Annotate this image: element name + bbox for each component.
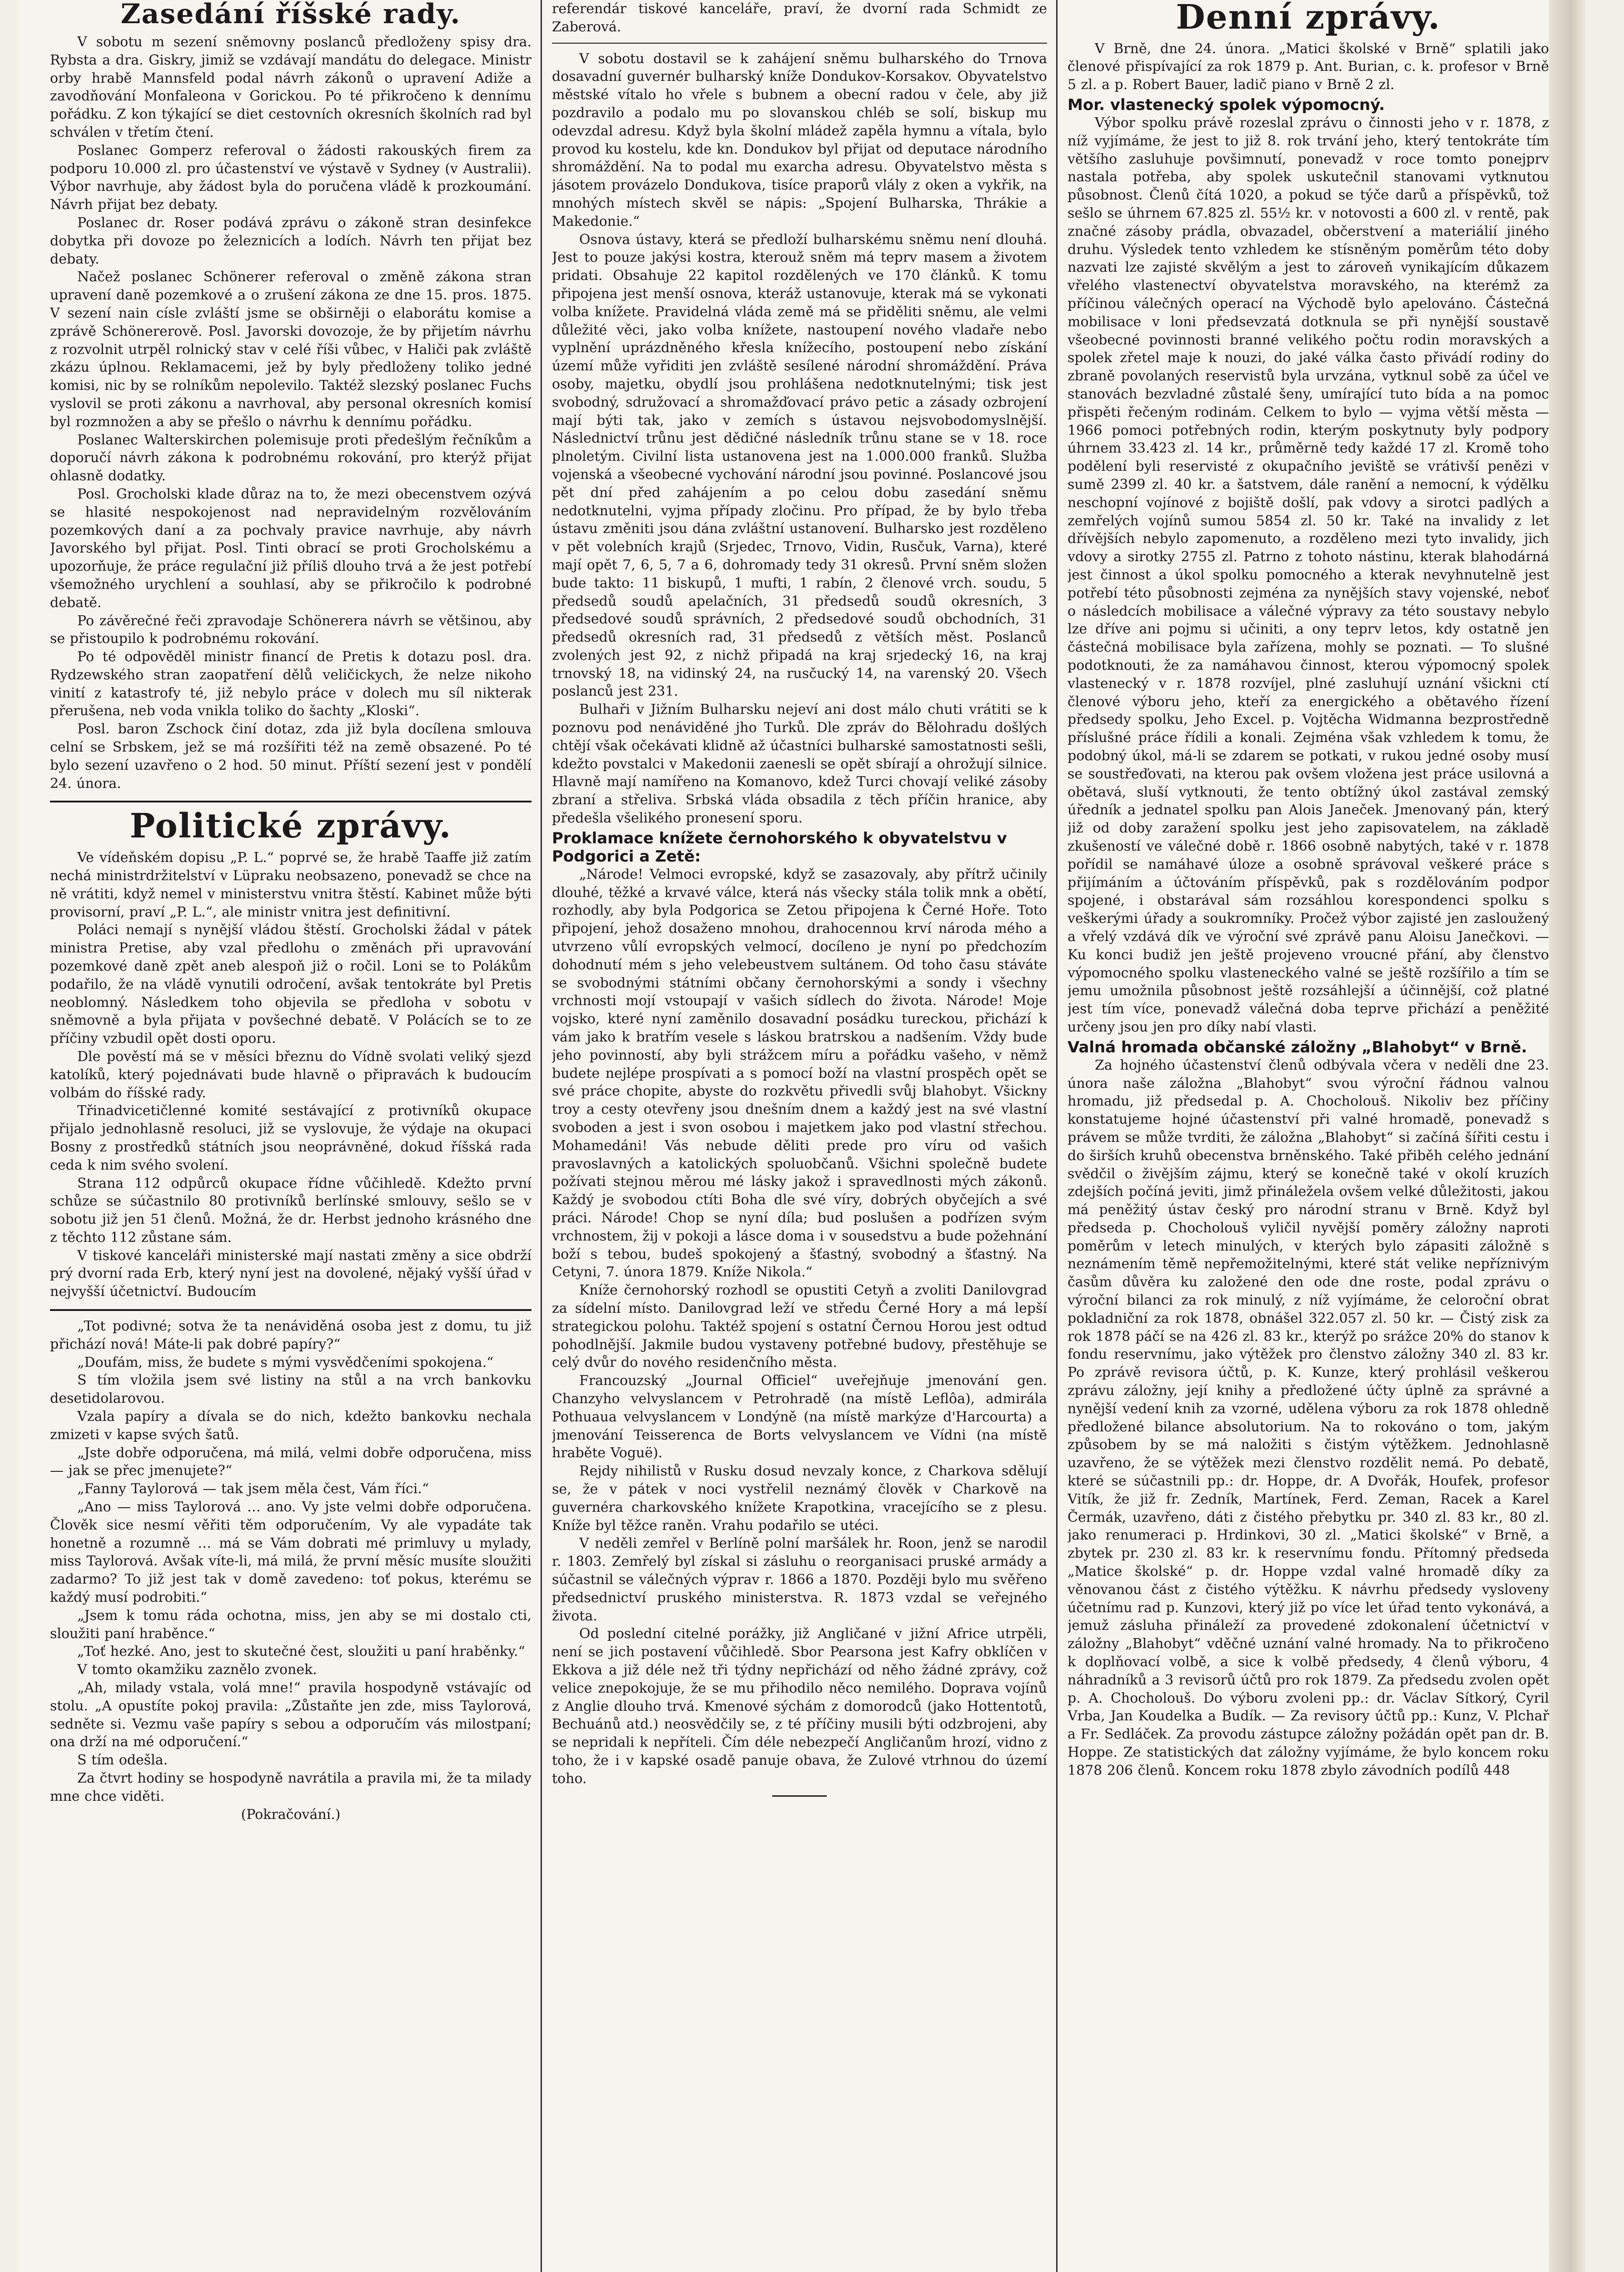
article-paragraph: V neděli zemřel v Berlíně polní maršálek hr. Roon, jenž se narodil r. 1803. Zemřelý byl získal si zásluhu o reorganisaci pruské armády a súčastnil se válečných výprav r. 1866 a 1870. Později bylo mu svěřeno předsednictví pruského ministerstva. R. 1873 vzdal se veřejného života. xyxy=(552,1535,1047,1624)
column-rule xyxy=(541,0,542,2272)
section-title-daily: Denní zprávy. xyxy=(1176,0,1441,37)
article-paragraph: Bulhaři v Jižním Bulharsku nejeví ani dost málo chuti vrátiti se k poznovu pod nenáviděné jho Turků. Dle zpráv do Bělohradu došlých chtějí však očekávati klidně až účastníci bulharské samostatnosti sešli, kdežto povstalci v Makedonii zaenesli se opět sbírají a ohrožují silnice. Hlavně mají namířeno na Komanovo, kdež Turci chovají veliké zásoby zbraní a střeliva. Srbská vláda obsadila z těch příčin hranice, aby předešla všelikého pronesení sporu. xyxy=(552,702,1047,827)
feuilleton-paragraph: „Ano — miss Taylorová … ano. Vy jste velmi dobře odporučena. Člověk sice nesmí věřiti těm odporučením, Vy ale vypadáte tak honetně a rozumně … má se Vám dobrati mé primluvy u mylady, miss Taylorová. Avšak víte-li, má milá, že první měsíc musíte sloužiti zadarmo? To již jest tak v domě zavedeno: toť pokus, kterému se každý musí podrobiti.“ xyxy=(50,1499,531,1606)
section-title-reichsrat: Zasedání říšské rady. xyxy=(120,0,461,30)
feuilleton-paragraph: Vzala papíry a dívala se do nich, kdežto bankovku nechala zmizeti v kapse svých šatů. xyxy=(50,1409,531,1443)
feuilleton-paragraph: „Fanny Taylorová — tak jsem měla čest, Vám říci.“ xyxy=(77,1481,429,1497)
article-paragraph: Posl. baron Zschock činí dotaz, zda již byla docílena smlouva celní se Srbskem, jež se má rozšířiti též na země obsazené. Po té bylo sezení uzavřeno o 2 hod. 50 minut. Příští sezení jest v pondělí 24. února. xyxy=(50,721,531,792)
article-paragraph: V Brně, dne 24. února. „Matici školské v Brně“ splatili jako členové přispívající za rok 1879 p. Ant. Burian, c. k. profesor v Brně 5 zl. a p. Robert Bauer, ladič piano v Brně 2 zl. xyxy=(1068,40,1549,93)
article-divider xyxy=(552,43,1047,44)
article-paragraph: Dle pověstí má se v měsíci březnu do Vídně svolati veliký sjezd katolíků, který pojednávati bude hlavně o připravách k budoucím volbám do říšské rady. xyxy=(50,1048,531,1101)
article-paragraph: Třinadvicetičlenné komité sestávající z protivníků okupace přijalo jednohlasně resoluci, již se vyslovuje, že výdaje na okupaci Bosny z prostředků státních jsou neoprávněné, dokud říšská rada ceda k nim svého svolení. xyxy=(50,1103,531,1173)
feuilleton-paragraph: „Toť hezké. Ano, jest to skutečné čest, sloužiti u paní hraběnky.“ xyxy=(77,1644,525,1660)
article-paragraph: Po té odpověděl ministr financí de Pretis k dotazu posl. dra. Rydzewského stran zaopatření dělů veličickych, že nelze nikoho vinití z katastrofy té, již nebylo práce v dolech mu síl nikterak přerušena, neb voda vnikla toliko do šachty „Kloski“. xyxy=(50,649,531,719)
article-paragraph: Posl. Grocholski klade důraz na to, že mezi obecenstvem ozývá se hlasité nespokojenost nad nepravidelným rozvělováním pozemkových daní a za pochvaly pravice navrhuje, aby návrh Javorského byl přijat. Posl. Tinti obrací se proti Grocholskému a upozorňuje, že práce regulační již příliš dlouho trvá a že jest potřebí všemožného urychlení a souhlasí, aby se přikročilo k podrobné debatě. xyxy=(50,486,531,611)
article-paragraph: Ve vídeňském dopisu „P. L.“ poprvé se, že hrabě Taaffe již zatím nechá ministrdržitelství v Lüpraku neobsazeno, ponevadž se chce na ně vrátiti, když nemel v ministerstvu vnitra štěstí. Kabinet může býti provisorní, praví „P. L.“, ale ministr vnitra jest definitivní. xyxy=(50,850,531,920)
feuilleton-paragraph: S tím vložila jsem své listiny na stůl a na vrch bankovku desetidolarovou. xyxy=(50,1372,531,1407)
page-edge xyxy=(1549,0,1585,2272)
article-paragraph: Načež poslanec Schönerer referoval o změně zákona stran upravení daně pozemkové a o zrušení zákona ze dne 15. pros. 1875. V sezení nain císle zvláští jsme se obširněji o elaborátu komise a zprávě Schönererově. Posl. Javorski dovozoje, že by přijetím návrhu z rozvolnit utrpěl rolnický stav v celé říši vůbec, v Haliči pak zvláště zkázu úplnou. Reklamacemi, jež by byly předloženy toliko jedné komisi, nic by se rolníkům nepolevilo. Taktéž slezský poslanec Fuchs vyslovil se proti zákonu a navrhoval, aby personal okresních komisí byl rozmnožen a aby se přešlo o návrhu k dennímu pořádku. xyxy=(50,269,531,430)
article-paragraph: referendár tiskové kanceláře, praví, že dvorní rada Schmidt ze Zaberová. xyxy=(552,1,1047,35)
section-divider xyxy=(50,801,531,802)
article-paragraph: Výbor spolku právě rozeslal zprávu o činnosti jeho v r. 1878, z níž vyjímáme, že jest to již 8. rok trvání jeho, který tentokráte tím většího zasluhuje povšimnutí, ponevadž v roce tomto ponejprv nastala potřeba, aby spolek uskutečnil stanovami vytknutou působnost. Členů čítá 1020, a pokud se týče darů a příspěvků, tož sešlo se úhrnem 67.825 zl. 55½ kr. v notovosti a 600 zl. v rentě, pak značné zásoby prádla, obvazadel, občerstvení a materiálií jiného druhu. Výsledek tento vzhledem ke stísněným poměrům této doby nazvati lze zajisté skvělým a jest to zároveň vynikajícím důkazem vřelého vlastenectví obyvatelstva moravského, na kterémž za příčinou válečných operací na Východě bylo apelováno. Částečná mobilisace v loni předsevzatá dotknula se při nynější soustavě všeobecné povinnosti branné velikého počtu rodin moravských a spolek zřetel maje k nouzi, do jaké válka často přivádí rodiny do zbraně povolaných reservistů byla urvzána, vytknul sobě za účel ve stanovách bezvladné zůstalé šeny, umírající tuto bída a na pomoc přispěti řečeným rodinám. Celkem to bylo — vyjma větší města — 1966 pomoci potřebných rodin, kterým poskytnuty byly podpory úhrnem 33.423 zl. 14 kr., průměrně tedy každé 17 zl. Kromě toho podělení byli reservisté z okupačního jeviště se vrátivší penězi v sumě 2399 zl. 40 kr. a šatstvem, dále ranění a nemocní, k výdělku neschopní vojínové z bojiště došlí, pak vdovy a sirotci padlých a zemřelých vojínů sumou 5854 zl. 50 kr. Také na invalidy z let dřívějších nebylo zapomenuto, a rozděleno mezi tyto invalidy, jich vdovy a sirotky 2755 zl. Patrno z tohoto nástinu, kterak blahodárná jest činnost a úkol spolku pomocného a kterak nevyhnutelně jest potřebí této působnosti zejména za nynějších stavy vojenské, neboť o následcích mobilisace a válečné výpravy za této soustavy nebylo lze dříve ani pojmu si učiniti, a ony teprv letos, kdy ostatně jen částečná mobilisace byla zařízena, mohly se poznati. — To slušné podotknouti, že za namáhavou činnost, kterou výpomocný spolek vlastenecký v r. 1878 rozvíjel, plné zasluhují uznání všickni ctí členové výboru jeho, kteří za energického a obětavého řízení předsedy spolku, Jeho Excel. p. Vojtěcha Widmanna bezprostředně příslušné práce řídili a konali. Zejména však vzhledem k tomu, že podobný úkol, má-li se zdarem se potkati, v rukou jedné osoby musí se soustřeďovati, na kterou pak ovšem vložena jest práce usilovná a obětavá, sluší vytknouti, že tento obtížný úkol zastával zemský úředník a jednatel spolku pan Alois Janeček. Jmenovaný pán, který již od doby zaražení spolku jest jeho zapisovatelem, na základě zkušeností ve válečné době r. 1866 osobně nabytých, také v r. 1878 pořídil se namáhavé úloze a osobně správoval veškeré práce s přijímáním a účtováním příspěvků, pak s rozdělováním podpor spojené, i obstarával sám rozsáhlou korespondenci spolku s veškerými úřady a soukromníky. Pročež výbor zajisté jen zasloužený a vřelý vzdává dík ve výroční své zprávě panu Aloisu Janečkovi. — Ku konci budiž jen ještě projeveno vroucné přání, aby členstvo výpomocného spolku vlasteneckého valné se ještě rozšířilo a tím se jemu umožnila působnost ještě rozsáhlejší a účinnější, což platné jest tím více, ponevadž válečná doba teprve přichází a peněžité určeny jsou jen pro díky nabí vlasti. xyxy=(1068,115,1549,1035)
column-rule xyxy=(1056,0,1058,2272)
article-paragraph: Poláci nemají s nynější vládou štěstí. Grocholski žádal v pátek ministra Pretise, aby vzal předlohu o změnách při upravování pozemkové daně zpět aneb alespoň již o ročil. Loni se to Polákům podařilo, že na vládě vynutili odročení, avšak tentokráte byl Pretis neoblomný. Následkem toho objevila se předloha v sobotu v sněmovně a byla přijata v povšechné debatě. V Polácích se to ze příčiny vzbudil opět dosti oporu. xyxy=(50,922,531,1047)
article-heading: Proklamace knížete černohorského k obyvatelstvu v Podgorici a Zetě: xyxy=(552,829,1007,866)
article-paragraph: V sobotu m sezení sněmovny poslanců předloženy spisy dra. Rybsta a dra. Giskry, jimiž se vzdávají mandátu do delegace. Ministr orby hrabě Mannsfeld podal návrh zákonů o upravení Adiže a zavodňování Monfaleona v Gorickou. Po té přikročeno k dennímu pořádku. Z kon týkající se diet cestovních okresních školních rad byl schválen v třetím čtení. xyxy=(50,34,531,140)
feuilleton-divider xyxy=(50,1309,531,1311)
article-heading: Mor. vlastenecký spolek výpomocný. xyxy=(1068,96,1385,115)
column-middle xyxy=(552,0,1047,2272)
article-paragraph: Od poslední citelné porážky, již Angličané v jižní Africe utrpěli, není se jich postavení vůčihledě. Sbor Pearsona jest Kafry obklíčen v Ekkova a již déle než tři týdny nepřichází od něho žádné zprávy, což velice znepokojuje, že se mu přihodilo něco nemilého. Doprava vojínů z Anglie dlouho trvá. Kmenové sýchám z domorodců (jako Hottentotů, Bechuánů atd.) neosvědčily se, z té příčiny musili býti odzbrojeni, aby se nepridali k nepříteli. Čím déle nebezpečí Angličanům hrozí, vidno z toho, že i v kapské osadě panuje obava, že Zulové vtrhnou do území toho. xyxy=(552,1626,1047,1787)
article-paragraph: Poslanec Gomperz referoval o žádosti rakouských firem za podporu 10.000 zl. pro účastenství ve výstavě v Sydney (v Australii). Výbor navrhuje, aby žádost byla do poručena vládě k prozkoumání. Návrh přijat bez debaty. xyxy=(50,142,531,213)
article-paragraph: Strana 112 odpůrců okupace řídne vůčihledě. Kdežto první schůze se súčastnilo 80 protivníků berlínské smlouvy, sešlo se v sobotu již jen 51 členů. Možná, že dr. Herbst jednoho krásného dne z těchto 112 zůstane sám. xyxy=(50,1175,531,1246)
article-paragraph: „Národe! Velmoci evropské, když se zasazovaly, aby přítrž učinily dlouhé, těžké a krvavé válce, která nás všecky stála tolik mnk a obětí, rozhodly, aby byla Podgorica se Zetou připojena k Černé Hoře. Toto připojení, jehož dosaženo mnohou, drahocennou krví národa mého a utvrzeno vůlí evropských velmocí, docíleno je nyní po předchozím dohodnutí mém s jeho velebeustvem sultánem. Od toho času stáváte se svobodnými státními občany černohorskými a sondy i všechny vrchnosti mojí vstoupají v vašich sídlech do života. Národe! Moje vojsko, které nyní zaměnilo dosavadní posádku tureckou, přichází k vám jako k bratřím vesele s láskou bratrskou a nadšením. Vždy bude jeho povinností, aby byli strážcem míru a pořádku vašeho, v němž budete nejlépe prospívati a s pomocí boží na vlastní prospěch opět se své práce chopite, abyste do rozkvětu přivedli svůj blahobyt. Všickny troy a cesty otevřeny jsou dnešním dnem a každý jest na své vlastní svoboden a jest i svon osobou i majetkem jako pod vlastní střechou. Mohamedáni! Vás nebude děliti prede pro víru od vašich pravoslavných a katolických spoluobčanů. Všichni společně budete požívati stejnou měrou mé lásky jakož i spravedlnosti mých zákonů. Každý je svobodou ctíti Boha dle své víry, dobrých obyčejích a své práci. Národe! Chop se nyní díla; bud poslušen a podřízen svým vrchnostem, žij v pokoji a lásce doma i v sousedstvu a bude požehnání boží s tebou, budeš spokojený a šťastný, svobodný a šťastný. Na Cetyni, 7. února 1879. Kníže Nikola.“ xyxy=(552,866,1047,1280)
article-paragraph: Rejdy nihilistů v Rusku dosud nevzaly konce, z Charkova sdělují se, že v pátek v noci vystřelil neznámý člověk v Charkově na guvernéra charkovského knížete Krapotkina, vracejícího se z plesu. Kníže byl těžce raněn. Vrahu podařilo se utéci. xyxy=(552,1463,1047,1534)
article-paragraph: V sobotu dostavil se k zahájení sněmu bulharského do Trnova dosavadní guvernér bulharský kníže Dondukov-Korsakov. Obyvatelstvo městské vítalo ho vřele s bubnem a obecní radou v čele, aby již pozdravilo a podalo mu po slovanskou chléb se solí, biskup mu odevzdal adresu. Když byla školní mládež zapěla hymnu a vítala, bylo provod ku kostelu, kde kn. Dondukov byl přijat od deputace národního shromáždění. Na to podal mu exarcha adresu. Obyvatelstvo města s jásotem provázelo Dondukova, tisíce praporů vlály z oken a vykřik, na mnohých místech skvěl se nápis: „Spojení Bulharska, Thrákie a Makedonie.“ xyxy=(552,50,1047,229)
feuilleton-paragraph: „Ah, milady vstala, volá mne!“ pravila hospodyně vstávajíc od stolu. „A opustíte pokoj pravila: „Zůstaňte jen zde, miss Taylorová, sedněte si. Vezmu vaše papíry s sebou a odporučím vás milostpaní; ona drží na mé odporučení.“ xyxy=(50,1680,531,1750)
end-rule xyxy=(772,1795,827,1797)
article-paragraph: Kníže černohorský rozhodl se opustiti Cetyň a zvoliti Danilovgrad za sídelní místo. Danilovgrad leží ve středu Černé Hory a má lepší strategickou polohu. Taktéž spojení s ostatní Černou Horou jest odtud pohodlnější. Jakmile budou vystaveny potřebné budovy, přestěhuje se celý dvůr do nového residenčního města. xyxy=(552,1282,1047,1371)
feuilleton-paragraph: „Doufám, miss, že budete s mými vysvědčeními spokojena.“ xyxy=(77,1354,494,1370)
article-paragraph: Francouzský „Journal Officiel“ uveřejňuje jmenování gen. Chanzyho velvyslancem v Petrohradě (na místě Leflôa), admirála Pothuaua velvyslancem v Londýně (na místě markýze d'Harcourta) a jmenování Teisserenca de Borts velvyslancem ve Vídni (na místě hraběte Voguë). xyxy=(552,1373,1047,1461)
article-paragraph: Za hojného účastenství členů odbývala včera v neděli dne 23. února naše záložna „Blahobyt“ svou výroční řádnou valnou hromadu, již předsedal p. A. Chocholouš. Nikoliv bez příčiny konstatujeme hojné účastenství při valné hromadě, ponevadž s právem se může tvrditi, že záložna „Blahobyt“ si začíná šířiti cestu i do širších kruhů obecenstva brněnského. Také přiběh celého jednání svědčil o živějším zájmu, který se konečně také v okolí kruzích zdejších počíná jeviti, jimž přináležela ovšem velké důležitosti, jakou má peněžitý ústav český pro národní stranu v Brně. Když byl předseda p. Chocholouš vyličil nyvější poměry záložny naproti poměrům v letech minulých, v kterých bylo zápasiti záložně s neznámením těmě nepřemožitelnými, které stát velike nepříznivým časům důvěra ku založené den ode dne roste, podal zprávu o výroční bilanci za rok minulý, z níž vyjímáme, že celoroční obrat pokladniční za rok 1878, obnášel 322.057 zl. 50 kr. — Čistý zisk za rok 1878 páčí se na 426 zl. 83 kr., kterýž po srážce 20% do stanov k fondu reservnímu, jako výtěžek pro členstvo záložny 340 zl. 83 kr. Po zprávě revisora účtů, p. K. Kunze, který prohlásil veškerou zprávu záložny, její knihy a předložené účty úplně za správné a nynější vedení knih za vzorné, udělena výboru za rok 1878 ohledně předložené bilance absolutorium. Na to rokováno o tom, jakým způsobem by se má naložiti s čistým výtěžkem. Jednohlasně uzavřeno, že se výtěžek mezi členstvo rozdělit nemá. Po debatě, které se súčastnili pp.: dr. Hoppe, dr. A Dvořák, Houfek, profesor Vitík, že již fr. Zedník, Martínek, Ferd. Zeman, Racek a Karel Čermák, uzavřeno, dáti z čistého přebytku pr. 340 zl. 83 kr., 80 zl. jako renumeraci p. Hrdinkovi, 30 zl. „Matici školské“ v Brně, a zbytek pr. 230 zl. 83 kr. k reservnímu fondu. Přítomný předseda „Matice školské“ p. dr. Hoppe vzdal valné hromadě díky za věnovanou část z čistého výtěžku. K návrhu předsedy vysloveny účetnímu rad p. Kunzovi, který již po více let úřad tento vykonává, a jemuž zásluha přináleží za provedené zdokonalení účetnictví v záložny „Blahobyt“ vděčné uznání valné hromady. Na to přikročeno k doplňovací volbě, a sice k volbě předsedy, 4 členů výboru, 4 náhradníků a 3 revisorů účtů pro rok 1879. Za předsedu zvolen opět p. A. Chocholouš. Do výboru zvoleni pp.: dr. Václav Sítkorý, Cyril Vrba, Jan Koudelka a Budík. — Za revisory účtů pp.: Kunz, V. Plchař a Fr. Sedláček. Za provodu zástupce záložny požádán opět pan dr. B. Hoppe. Ze statistických dat záložny vyjímáme, že bylo koncem roku 1878 206 členů. Koncem roku 1878 zbylo závodních podílů 448 xyxy=(1068,1057,1549,1779)
column-right xyxy=(1068,0,1549,2272)
feuilleton-paragraph: „Jste dobře odporučena, má milá, velmi dobře odporučena, miss — jak se přec jmenujete?“ xyxy=(50,1445,531,1479)
continued-note: (Pokračování.) xyxy=(241,1806,341,1823)
feuilleton-paragraph: „Jsem k tomu ráda ochotna, miss, jen aby se mi dostalo cti, sloužiti paní hraběnce.“ xyxy=(50,1607,531,1642)
feuilleton-paragraph: V tomto okamžiku zaznělo zvonek. xyxy=(77,1662,317,1678)
feuilleton-paragraph: Za čtvrt hodiny se hospodyně navrátila a pravila mi, že ta milady mne chce viděti. xyxy=(50,1770,531,1804)
feuilleton-paragraph: S tím odešla. xyxy=(77,1752,168,1769)
feuilleton-paragraph: „Tot podivné; sotva že ta nenáviděná osoba jest z domu, tu již přichází nová! Máte-li pak dobré papíry?“ xyxy=(50,1318,531,1352)
article-heading: Valná hromada občanské záložny „Blahobyt“ v Brně. xyxy=(1068,1038,1527,1056)
article-paragraph: Poslanec Walterskirchen polemisuje proti předešlým řečníkům a doporučí návrh zákona k podrobnému rokování, pro kterýž přijat ohlasně dodatky. xyxy=(50,432,531,484)
article-paragraph: Poslanec dr. Roser podává zprávu o zákoně stran desinfekce dobytka při dovoze po železnicích a lodích. Návrh ten přijat bez debaty. xyxy=(50,214,531,267)
section-title-political: Politické zprávy. xyxy=(129,807,452,846)
article-paragraph: V tiskové kanceláři ministerské mají nastati změny a sice obdrží prý dvorní rada Erb, který nyní jest na dovolené, nějaký vyšší úřad v nejvyšší účetnictví. Budoucím xyxy=(50,1247,531,1300)
article-paragraph: Po závěrečné řeči zpravodaje Schönerera návrh se většinou, aby se přistoupilo k podrobnému rokování. xyxy=(50,613,531,647)
article-paragraph: Osnova ústavy, která se předloží bulharskému sněmu není dlouhá. Jest to pouze jakýsi kostra, kterouž sněm má teprv masem a životem pridati. Obsahuje 22 kapitol rozdělených ve 170 článků. K tomu připojena jest menší osnova, kteráž ustanovuje, kterak má se vykonati volba knížete. Pravidelná vláda země má se přiděliti sněmu, ale velmi důležité věci, jako volba knížete, nastoupení nového vladaře nebo vyplnění uprázdněného křesla knížecího, postoupení nebo získání území může vyřiditi jen zvláště sesílené národní shromáždění. Práva osoby, majetku, obydlí jsou prohlášena nedotknutelnými; tisk jest svobodný, sdružovací a shromažďovací právo petic a zásady ozbrojení mají býti tak, jako v zemích s ústavou nejsvobodomyslnější. Následnictví trůnu jest dědičné následník trůnu stane se v 18. roce plnoletým. Civilní lista ustanovena jest na 1.000.000 franků. Služba vojenská a všeobecné vychování národní jsou povinné. Poslancové jsou pět dní před zahájením a po celou dobu zasedání sněmu nedotknutelni, vyjma případy zločinu. Pro případ, že by bylo třeba ústavu změniti jsou dána zvláštní ustanovení. Bulharsko jest rozděleno v pět volebních krajů (Srjedec, Trnovo, Vidin, Rusčuk, Varna), které mají opět 7, 6, 5, 7 a 6, dohromady tedy 31 okresů. První sněm složen bude takto: 11 biskupů, 1 mufti, 1 rabín, 2 členové vrch. soudu, 5 předsedů soudů apelačních, 31 předsedů soudů okresních, 3 předsedové soudů správních, 2 předsedové soudů obchodních, 31 předsedů okresních rad, 31 předsedů z větších měst. Poslanců zvolených jest 92, z nichž připadá na kraj srjedecký 16, na kraj trnovský 18, na vidinský 24, na rusčucký 14, na varenský 20. Všech poslanců jest 231. xyxy=(552,231,1047,700)
newspaper-page xyxy=(18,0,1585,2272)
column-left xyxy=(50,0,531,2272)
